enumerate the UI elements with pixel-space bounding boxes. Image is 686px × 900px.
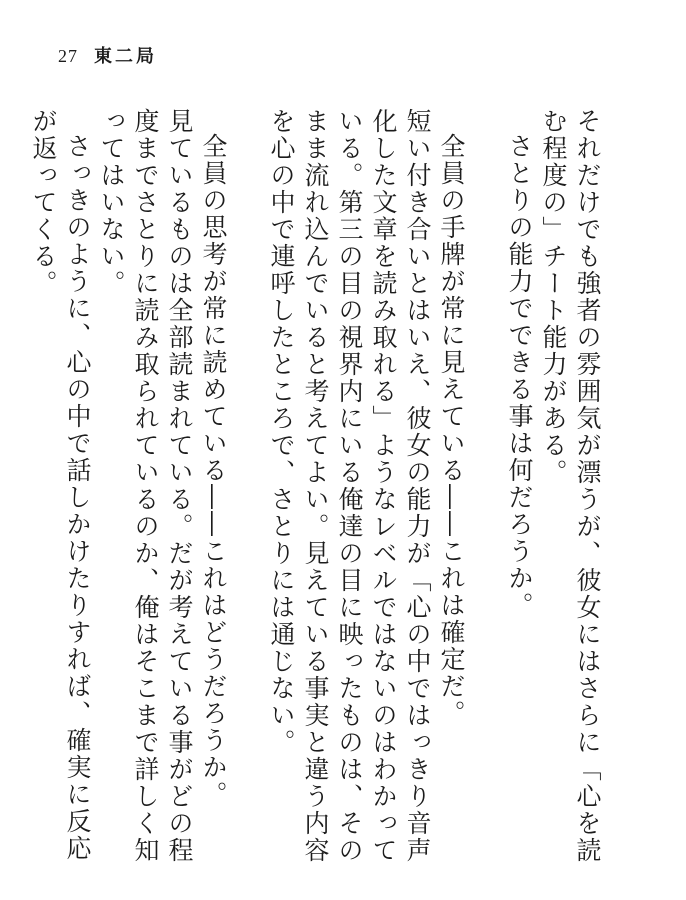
paragraph: さっきのように、心の中で話しかけたりすれば、確実に反応が返ってくる。 [29, 108, 92, 862]
paragraph: 全員の手牌が常に見えている――これは確定だ。 [437, 133, 466, 727]
paragraph: さとりの能力でできる事は何だろうか。 [505, 133, 534, 619]
chapter-title: 東二局 [94, 46, 157, 67]
blank-line [468, 108, 502, 888]
body-text [26, 108, 604, 888]
blank-line [230, 108, 264, 888]
paragraph: それだけでも強者の雰囲気が漂うが、彼女にはさらに「心を読む程度の」チート能力がある。 [539, 108, 602, 864]
page-header [58, 42, 157, 68]
paragraph: 全員の思考が常に読めている――これはどうだろうか。 [199, 133, 228, 808]
paragraph: 短い付き合いとはいえ、彼女の能力が「心の中ではっきり音声化した文章を読み取れる」ようなレベルではないのはわかっている。第三の目の視界内にいる俺達の目に映ったものは、そのまま流れ込んでいると考えてよい。見えている事実と違う内容を心の中で連呼したところで、さとりには通じない。 [267, 108, 432, 864]
paragraph: 見ているものは全部読まれている。だが考えている事がどの程度までさとりに読み取られているのか、俺はそこまで詳しく知ってはいない。 [97, 108, 194, 864]
page-number: 27 [58, 46, 78, 66]
